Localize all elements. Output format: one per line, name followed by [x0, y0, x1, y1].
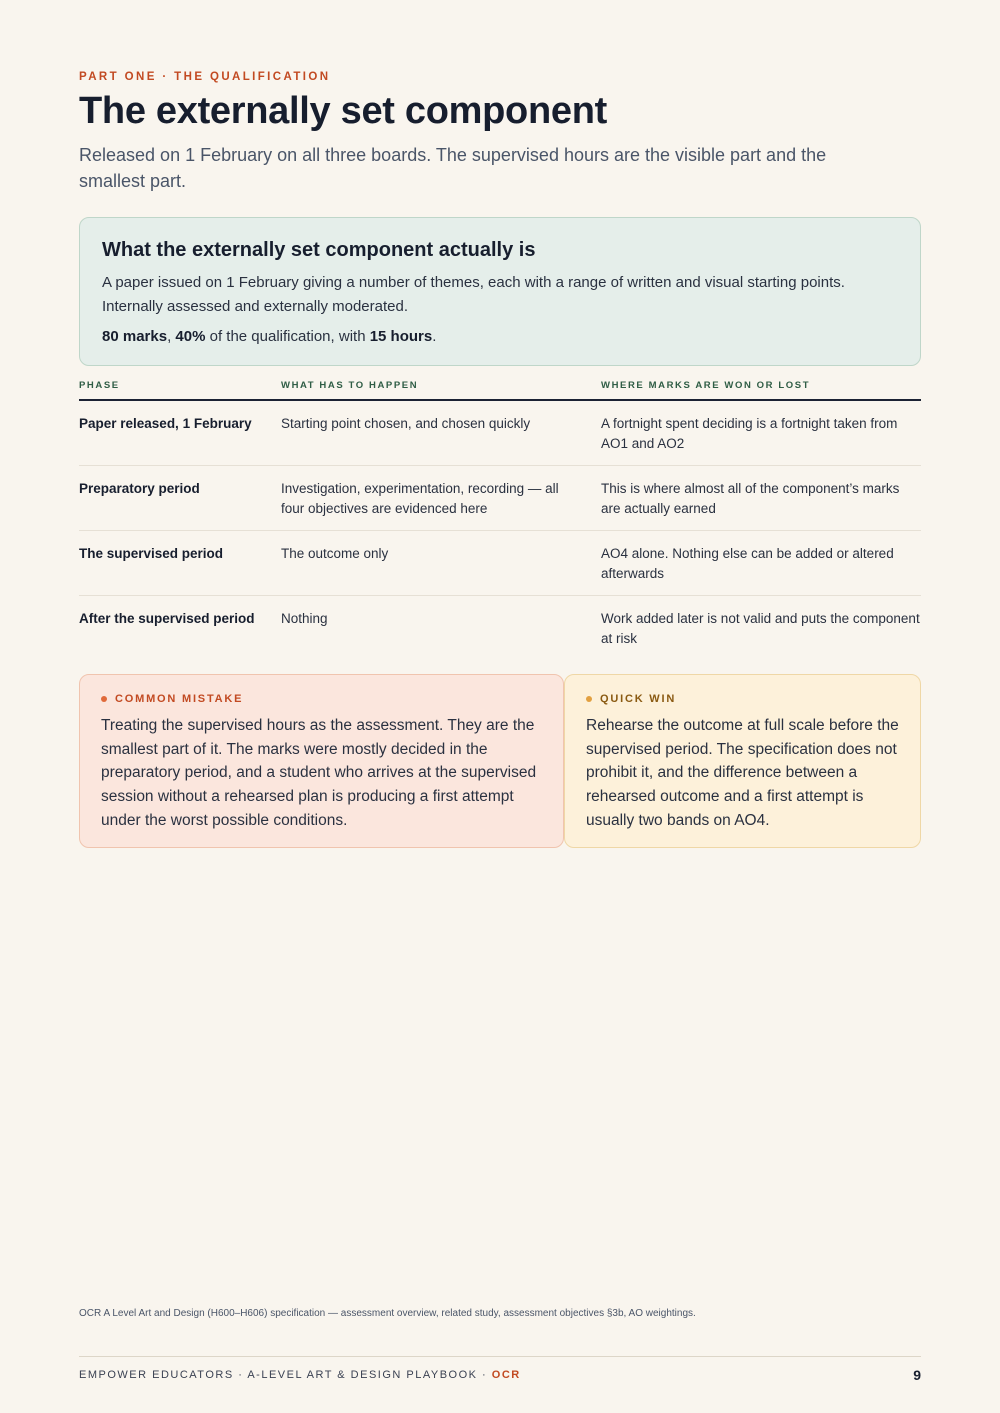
- header-marks: WHERE MARKS ARE WON OR LOST: [601, 380, 811, 391]
- stat-end: .: [432, 328, 437, 345]
- table-row: [79, 466, 921, 531]
- common-mistake-tag: [101, 693, 542, 705]
- common-mistake-text: Treating the supervised hours as the assessment. They are the smallest part of it. The marks were mostly decided in the preparatory period, and a student who arrives at the supervised session without a rehearsed plan is producing a first attempt under the worst possible conditions.: [101, 717, 537, 829]
- stat-mid: of the qualification, with: [205, 328, 370, 345]
- phase-table: [79, 380, 921, 661]
- quick-win-callout: [564, 674, 921, 848]
- header-happen: WHAT HAS TO HAPPEN: [281, 380, 419, 391]
- quick-win-label: QUICK WIN: [600, 693, 677, 705]
- cell-phase: The supervised period: [79, 546, 224, 561]
- stat-sep: ,: [167, 328, 176, 345]
- table-row: [79, 401, 921, 466]
- footer-board: OCR: [491, 1369, 521, 1381]
- page-number: 9: [913, 1367, 921, 1383]
- callouts: [79, 674, 921, 848]
- definition-box: [79, 217, 921, 366]
- cell-phase: Paper released, 1 February: [79, 416, 252, 431]
- footer-brand-text: EMPOWER EDUCATORS · A-LEVEL ART & DESIGN PLAYBOOK ·: [79, 1369, 492, 1381]
- bullet-dot-icon: [101, 696, 107, 702]
- cell-happen: Starting point chosen, and chosen quickly: [281, 416, 531, 431]
- cell-happen: The outcome only: [281, 546, 389, 561]
- footer-brand: [79, 1369, 521, 1381]
- cell-phase: After the supervised period: [79, 611, 255, 626]
- cell-marks: A fortnight spent deciding is a fortnight taken from AO1 and AO2: [601, 416, 898, 451]
- table-header: [79, 380, 921, 401]
- stat-marks: 80 marks: [102, 328, 168, 345]
- page-title: The externally set component: [79, 90, 607, 132]
- quick-win-tag: [586, 693, 899, 705]
- stat-percent: 40%: [175, 328, 206, 345]
- page: [79, 0, 921, 1413]
- quick-win-text: Rehearse the outcome at full scale before the supervised period. The specification does not prohibit it, and the difference between a rehearsed outcome and a first attempt is usually two bands on AO4.: [586, 717, 899, 829]
- header-phase: PHASE: [79, 380, 120, 391]
- definition-heading: What the externally set component actually is: [102, 239, 536, 261]
- common-mistake-callout: [79, 674, 564, 848]
- cell-happen: Investigation, experimentation, recording — all four objectives are evidenced here: [281, 481, 559, 516]
- cell-marks: AO4 alone. Nothing else can be added or altered afterwards: [601, 546, 894, 581]
- definition-stats: [102, 325, 898, 349]
- source-note: OCR A Level Art and Design (H600–H606) specification — assessment overview, related study, assessment objectives §3b, AO weightings.: [79, 1308, 696, 1319]
- table-row: [79, 531, 921, 596]
- common-mistake-label: COMMON MISTAKE: [115, 693, 244, 705]
- bullet-dot-icon: [586, 696, 592, 702]
- stat-hours: 15 hours: [369, 328, 433, 345]
- page-subtitle: Released on 1 February on all three boards. The supervised hours are the visible part and the smallest part.: [79, 145, 827, 191]
- cell-marks: Work added later is not valid and puts the component at risk: [601, 611, 920, 646]
- table-row: [79, 596, 921, 661]
- cell-phase: Preparatory period: [79, 481, 200, 496]
- section-eyebrow: PART ONE · THE QUALIFICATION: [79, 71, 331, 83]
- footer-divider: [79, 1356, 921, 1357]
- definition-body: A paper issued on 1 February giving a number of themes, each with a range of written and visual starting points. Internally assessed and externally moderated.: [102, 274, 845, 315]
- cell-happen: Nothing: [281, 611, 328, 626]
- footer: [79, 1367, 921, 1383]
- cell-marks: This is where almost all of the component’s marks are actually earned: [601, 481, 900, 516]
